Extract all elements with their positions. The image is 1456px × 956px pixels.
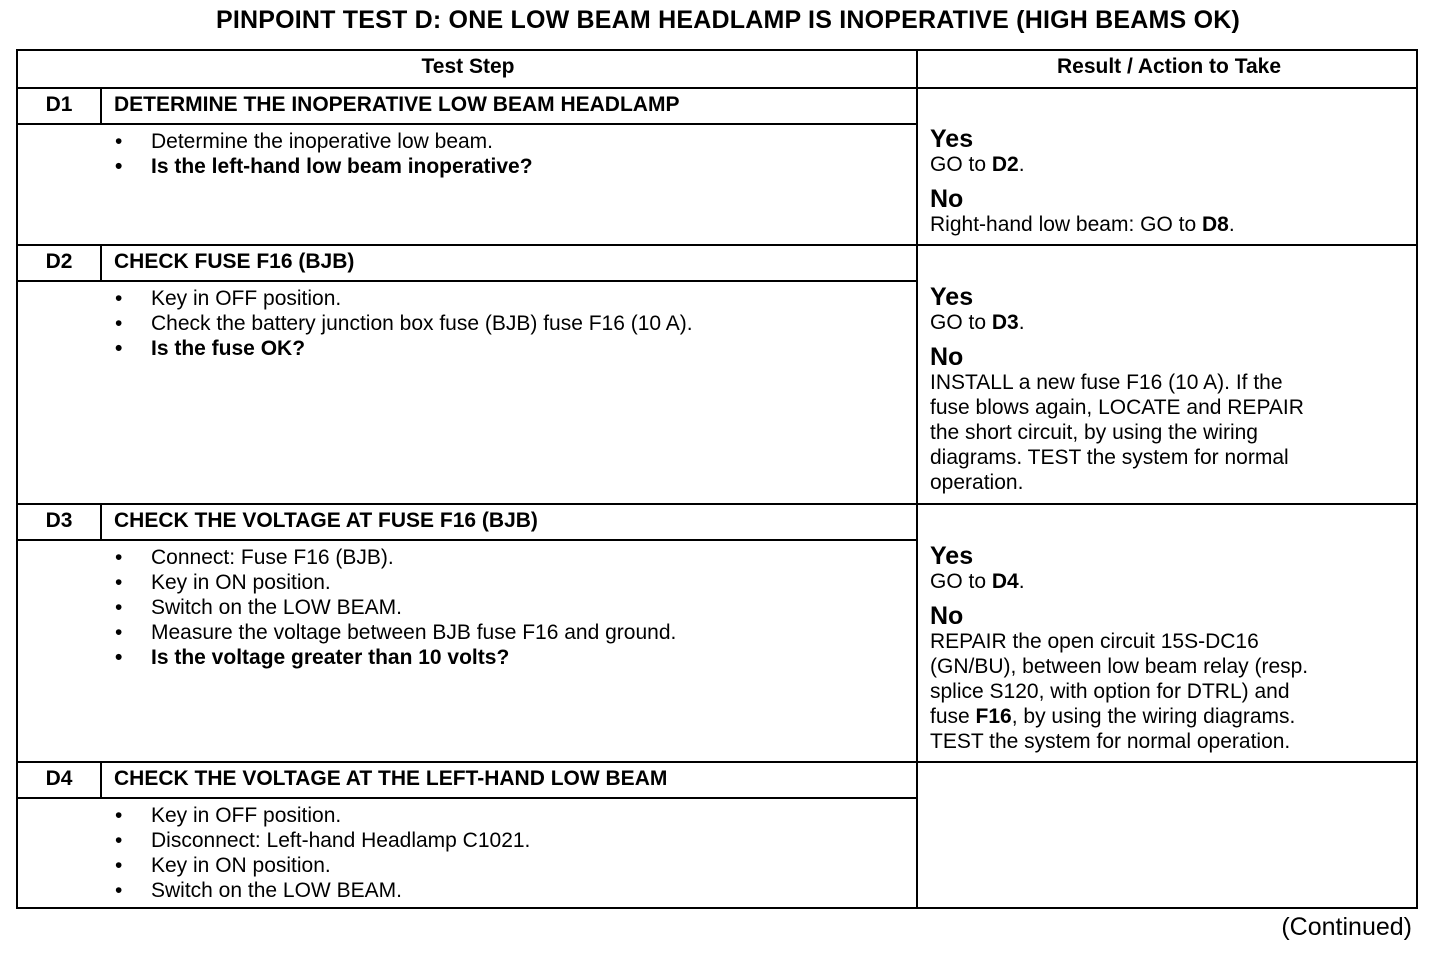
id-divider [100,761,102,798]
bullet-question: • Is the left-hand low beam inoperative? [115,154,905,179]
step-id: D2 [45,250,73,273]
column-divider [916,51,918,907]
yes-action: GO to D2. [930,153,1025,176]
no-label: No [930,185,964,213]
yes-label: Yes [930,283,974,311]
title-divider [18,280,916,282]
no-action: Right-hand low beam: GO to D8. [930,213,1235,236]
bullet-item: • Determine the inoperative low beam. [115,129,905,154]
no-label: No [930,602,964,630]
row-divider [18,244,1416,246]
step-title: CHECK THE VOLTAGE AT THE LEFT-HAND LOW BEAM [114,767,668,790]
no-action: INSTALL a new fuse F16 (10 A). If the fuse blows again, LOCATE and REPAIR the short circuit, by using the wiring diagrams. TEST the system for normal operation. [930,371,1304,494]
bullet-item: • Key in OFF position. [115,803,905,828]
pinpoint-test-table [16,49,1418,909]
title-divider [18,797,916,799]
step-bullets [115,545,905,670]
step-title: CHECK FUSE F16 (BJB) [114,250,355,273]
yes-action: GO to D3. [930,311,1025,334]
column-header-result: Result / Action to Take [1056,55,1282,78]
row-divider [18,503,1416,505]
page-title: PINPOINT TEST D: ONE LOW BEAM HEADLAMP IS INOPERATIVE (HIGH BEAMS OK) [215,6,1241,34]
bullet-question: • Is the voltage greater than 10 volts? [115,645,905,670]
column-header-test-step: Test Step [421,55,515,78]
bullet-item: • Switch on the LOW BEAM. [115,595,905,620]
bullet-item: • Disconnect: Left-hand Headlamp C1021. [115,828,905,853]
id-divider [100,244,102,281]
row-divider [18,87,1416,89]
yes-label: Yes [930,542,974,570]
bullet-question: • Is the fuse OK? [115,336,905,361]
step-bullets [115,803,905,903]
bullet-item: • Key in OFF position. [115,286,905,311]
row-divider [18,761,1416,763]
continued-note: (Continued) [1281,913,1412,941]
bullet-item: • Check the battery junction box fuse (BJB) fuse F16 (10 A). [115,311,905,336]
bullet-item: • Switch on the LOW BEAM. [115,878,905,903]
result-cell [930,543,1410,754]
id-divider [100,503,102,540]
title-divider [18,539,916,541]
yes-label: Yes [930,125,974,153]
id-divider [100,87,102,124]
bullet-item: • Connect: Fuse F16 (BJB). [115,545,905,570]
result-cell [930,284,1410,495]
bullet-item: • Key in ON position. [115,570,905,595]
step-id: D3 [45,509,73,532]
title-divider [18,123,916,125]
bullet-item: • Key in ON position. [115,853,905,878]
no-label: No [930,343,964,371]
step-title: DETERMINE THE INOPERATIVE LOW BEAM HEADLAMP [114,93,680,116]
bullet-item: • Measure the voltage between BJB fuse F16 and ground. [115,620,905,645]
step-bullets [115,129,905,179]
no-action: REPAIR the open circuit 15S-DC16 (GN/BU), between low beam relay (resp. splice S120, with option for DTRL) and fuse F16, by using the wiring diagrams. TEST the system for normal operation. [930,630,1309,753]
step-title: CHECK THE VOLTAGE AT FUSE F16 (BJB) [114,509,538,532]
step-id: D4 [45,767,73,790]
yes-action: GO to D4. [930,570,1025,593]
step-bullets [115,286,905,361]
result-cell [930,126,1410,237]
step-id: D1 [45,93,73,116]
